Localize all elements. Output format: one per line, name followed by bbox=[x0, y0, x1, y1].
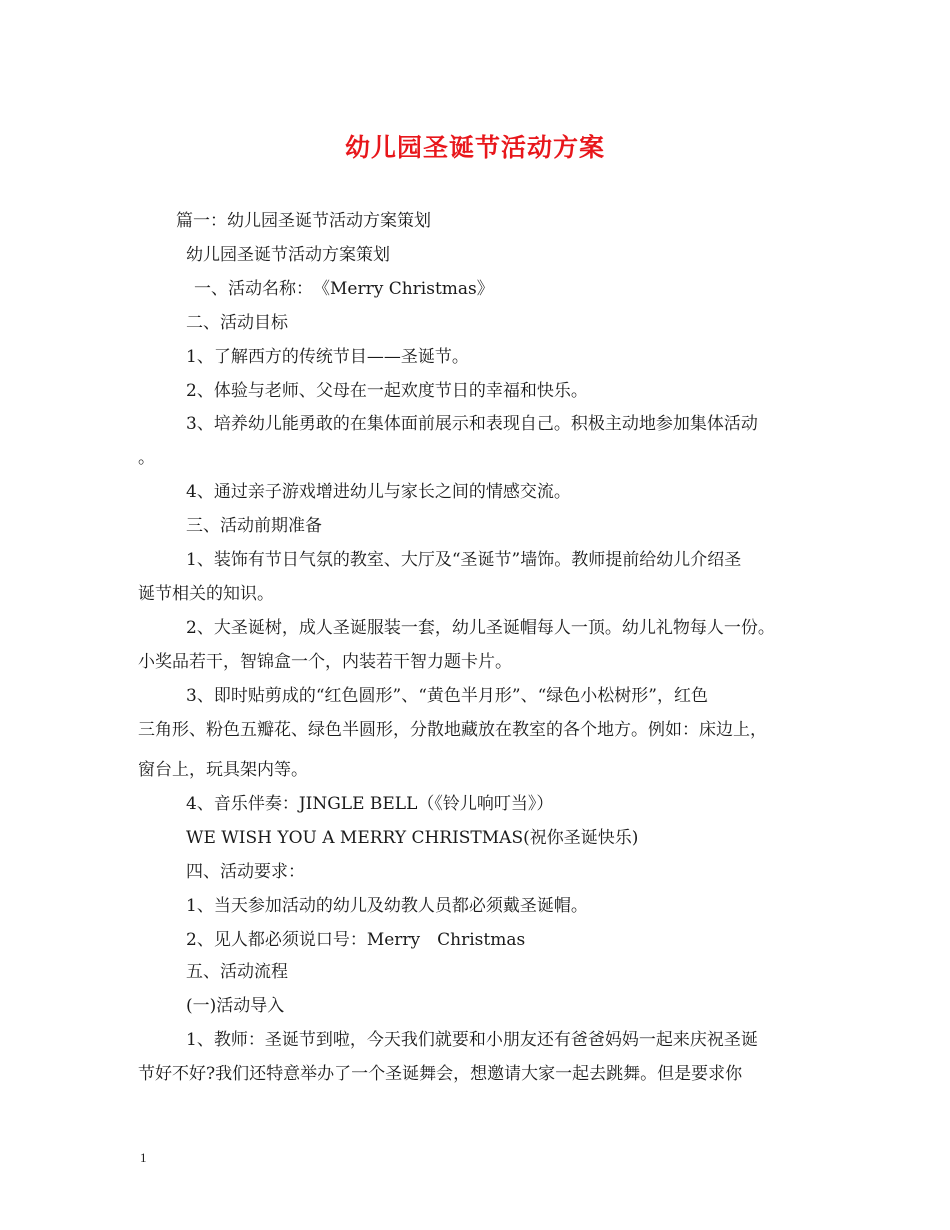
text-line: 。 bbox=[138, 448, 155, 468]
text-line: 4、通过亲子游戏增进幼儿与家长之间的情感交流。 bbox=[186, 482, 571, 502]
text-line: 2、见人都必须说口号：Merry Christmas bbox=[186, 930, 526, 950]
text-line: 三、活动前期准备 bbox=[186, 516, 322, 536]
text-line: 1、当天参加活动的幼儿及幼教人员都必须戴圣诞帽。 bbox=[186, 896, 588, 916]
page-number: 1 bbox=[140, 1150, 147, 1165]
text-line: 4、音乐伴奏：JINGLE BELL（《铃儿响叮当》） bbox=[186, 794, 554, 814]
text-line: 3、即时贴剪成的“红色圆形”、“黄色半月形”、“绿色小松树形”，红色 bbox=[186, 686, 708, 706]
text-line: 窗台上，玩具架内等。 bbox=[138, 760, 308, 780]
text-line: 幼儿园圣诞节活动方案策划 bbox=[186, 245, 390, 265]
text-line: 1、教师：圣诞节到啦，今天我们就要和小朋友还有爸爸妈妈一起来庆祝圣诞 bbox=[186, 1030, 758, 1050]
text-line: 一、活动名称： 《Merry Christmas》 bbox=[194, 279, 494, 299]
text-line: 1、了解西方的传统节目——圣诞节。 bbox=[186, 347, 469, 367]
text-line: 2、体验与老师、父母在一起欢度节日的幸福和快乐。 bbox=[186, 381, 588, 401]
text-line: 四、活动要求： bbox=[186, 862, 305, 882]
text-line: 二、活动目标 bbox=[186, 313, 288, 333]
text-line: 节好不好?我们还特意举办了一个圣诞舞会，想邀请大家一起去跳舞。但是要求你 bbox=[138, 1064, 743, 1084]
text-line: 诞节相关的知识。 bbox=[138, 584, 274, 604]
text-line: 五、活动流程 bbox=[186, 962, 288, 982]
text-line: 篇一：幼儿园圣诞节活动方案策划 bbox=[176, 211, 431, 231]
text-line: (一)活动导入 bbox=[186, 996, 285, 1016]
text-line: 1、装饰有节日气氛的教室、大厅及“圣诞节”墙饰。教师提前给幼儿介绍圣 bbox=[186, 550, 742, 570]
text-line: WE WISH YOU A MERRY CHRISTMAS(祝你圣诞快乐) bbox=[186, 828, 639, 848]
text-line: 2、大圣诞树，成人圣诞服装一套，幼儿圣诞帽每人一顶。幼儿礼物每人一份。 bbox=[186, 618, 775, 638]
text-line: 三角形、粉色五瓣花、绿色半圆形，分散地藏放在教室的各个地方。例如：床边上， bbox=[138, 720, 767, 740]
text-line: 小奖品若干，智锦盒一个，内装若干智力题卡片。 bbox=[138, 652, 512, 672]
document-title: 幼儿园圣诞节活动方案 bbox=[344, 133, 605, 162]
text-line: 3、培养幼儿能勇敢的在集体面前展示和表现自己。积极主动地参加集体活动 bbox=[186, 414, 758, 434]
